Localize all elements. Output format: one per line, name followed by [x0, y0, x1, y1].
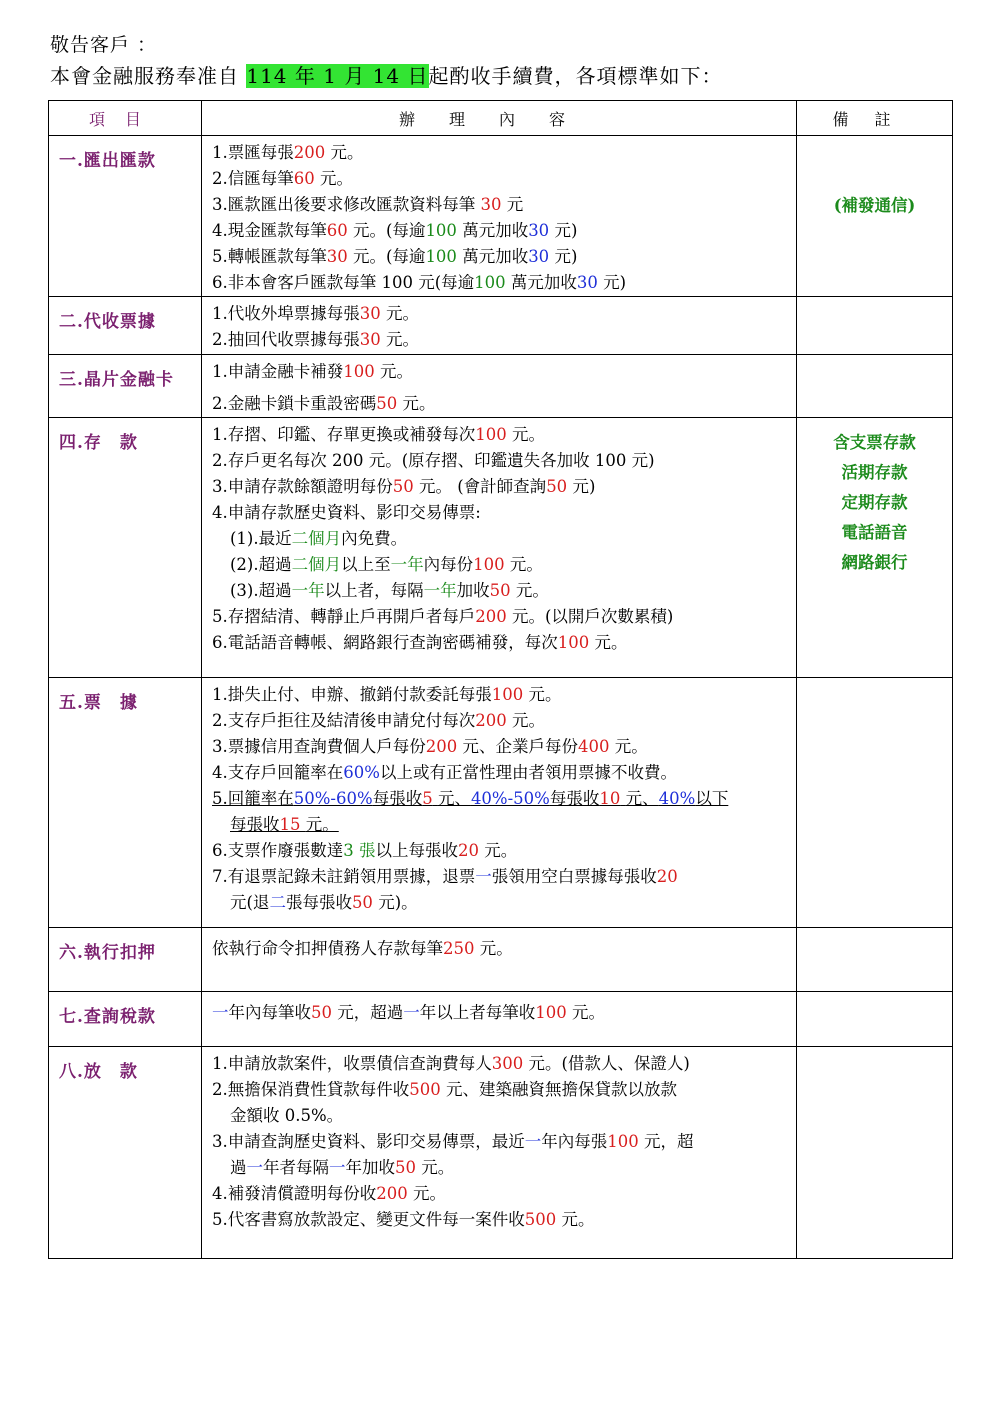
fee-line: 4.補發清償證明每份收200 元。 [212, 1184, 446, 1203]
effective-date: 114 年 1 月 14 日 [246, 64, 429, 88]
intro-prefix: 本會金融服務奉准自 [50, 64, 239, 88]
fee-line: 5.存摺結清、轉靜止戶再開戶者每戶200 元。(以開戶次數累積) [212, 607, 674, 626]
fee-line: 2.存戶更名每次 200 元。(原存摺、印鑑遺失各加收 100 元) [212, 451, 655, 470]
remark-item: 電話語音 [841, 523, 908, 542]
fee-line: 3.申請存款餘額證明每份50 元。 (會計師查詢50 元) [212, 477, 596, 496]
remark-cell [797, 297, 953, 355]
fee-line: 依執行命令扣押債務人存款每筆250 元。 [212, 939, 513, 958]
remark-item: 定期存款 [841, 493, 908, 512]
remark-cell [797, 992, 953, 1047]
fee-line: 3.申請查詢歷史資料、影印交易傳票，最近一年內每張100 元，超 [212, 1132, 694, 1151]
category-label: 五.票 據 [49, 678, 202, 928]
content-cell [202, 136, 797, 297]
section-collection [49, 297, 953, 355]
fee-line: 過一年者每隔一年加收50 元。 [230, 1158, 455, 1177]
content-cell [202, 678, 797, 928]
section-remittance [49, 136, 953, 297]
fee-line: 5.轉帳匯款每筆30 元。(每逾100 萬元加收30 元) [212, 247, 578, 266]
remark-item: 活期存款 [841, 463, 908, 482]
fee-line: 一年內每筆收50 元，超過一年以上者每筆收100 元。 [212, 1003, 605, 1022]
fee-line: 6.非本會客戶匯款每筆 100 元(每逾100 萬元加收30 元) [212, 273, 627, 292]
fee-line: 1.申請金融卡補發100 元。 [212, 362, 413, 381]
header-content: 辦理內容 [202, 101, 797, 136]
header-item: 項目 [49, 101, 202, 136]
content-cell [202, 355, 797, 418]
category-label: 八.放 款 [49, 1047, 202, 1259]
section-deposit [49, 418, 953, 678]
category-label: 三.晶片金融卡 [49, 355, 202, 418]
fee-line: 1.代收外埠票據每張30 元。 [212, 304, 419, 323]
category-label: 二.代收票據 [49, 297, 202, 355]
header-row [49, 101, 953, 136]
fee-line: 2.支存戶拒往及結清後申請兌付每次200 元。 [212, 711, 545, 730]
remark-text: (補發通信) [833, 196, 916, 215]
fee-line: 5.代客書寫放款設定、變更文件每一案件收500 元。 [212, 1210, 595, 1229]
content-cell [202, 297, 797, 355]
fee-line: 2.金融卡鎖卡重設密碼50 元。 [212, 394, 436, 413]
section-garnishment [49, 928, 953, 992]
fee-line: (2).超過二個月以上至一年內每份100 元。 [230, 555, 543, 574]
fee-line: (3).超過一年以上者，每隔一年加收50 元。 [230, 581, 549, 600]
fee-line: (1).最近二個月內免費。 [230, 529, 408, 548]
category-label: 一.匯出匯款 [49, 136, 202, 297]
intro-line [50, 60, 723, 89]
remark-cell [797, 355, 953, 418]
content-cell [202, 992, 797, 1047]
fee-line: 4.支存戶回籠率在60%以上或有正當性理由者領用票據不收費。 [212, 763, 677, 782]
fee-line: 1.申請放款案件，收票債信查詢費每人300 元。(借款人、保證人) [212, 1054, 690, 1073]
fee-line: 2.信匯每筆60 元。 [212, 169, 353, 188]
fee-line: 3.匯款匯出後要求修改匯款資料每筆 30 元 [212, 195, 524, 214]
fee-table [48, 100, 953, 1259]
category-label: 七.查詢稅款 [49, 992, 202, 1047]
fee-line: 7.有退票記錄未註銷領用票據，退票一張領用空白票據每張收20 [212, 867, 678, 886]
remark-item: 網路銀行 [841, 553, 908, 572]
section-chip-card [49, 355, 953, 418]
greeting: 敬告客戶 ： [50, 34, 158, 56]
category-label: 六.執行扣押 [49, 928, 202, 992]
content-cell [202, 1047, 797, 1259]
section-tax-inquiry [49, 992, 953, 1047]
fee-line: 1.掛失止付、申辦、撤銷付款委託每張100 元。 [212, 685, 562, 704]
category-label: 四.存 款 [49, 418, 202, 678]
intro-suffix: 起酌收手續費，各項標準如下： [428, 64, 723, 88]
remark-cell [797, 136, 953, 297]
remark-cell [797, 418, 953, 678]
remark-cell [797, 678, 953, 928]
fee-line: 1.存摺、印鑑、存單更換或補發每次100 元。 [212, 425, 545, 444]
fee-line: 2.無擔保消費性貸款每件收500 元、建築融資無擔保貸款以放款 [212, 1080, 677, 1099]
remark-list [797, 418, 952, 578]
fee-line: 金額收 0.5%。 [230, 1106, 344, 1125]
fee-line: 4.現金匯款每筆60 元。(每逾100 萬元加收30 元) [212, 221, 578, 240]
fee-line: 每張收15 元。 [230, 815, 339, 834]
fee-line: 2.抽回代收票據每張30 元。 [212, 330, 419, 349]
fee-line: 6.電話語音轉帳、網路銀行查詢密碼補發，每次100 元。 [212, 633, 628, 652]
section-loans [49, 1047, 953, 1259]
fee-line: 6.支票作廢張數達3 張以上每張收20 元。 [212, 841, 518, 860]
content-cell [202, 418, 797, 678]
fee-line: 1.票匯每張200 元。 [212, 143, 364, 162]
remark-cell [797, 928, 953, 992]
fee-line: 5.回籠率在50%-60%每張收5 元、40%-50%每張收10 元、40%以下 [212, 789, 729, 808]
remark-item: 含支票存款 [833, 433, 916, 452]
content-cell [202, 928, 797, 992]
fee-line: 3.票據信用查詢費個人戶每份200 元、企業戶每份400 元。 [212, 737, 648, 756]
section-bills [49, 678, 953, 928]
remark-cell [797, 1047, 953, 1259]
fee-line: 4.申請存款歷史資料、影印交易傳票: [212, 503, 481, 522]
header-remark: 備註 [797, 101, 953, 136]
fee-line: 元(退二張每張收50 元)。 [230, 893, 418, 912]
